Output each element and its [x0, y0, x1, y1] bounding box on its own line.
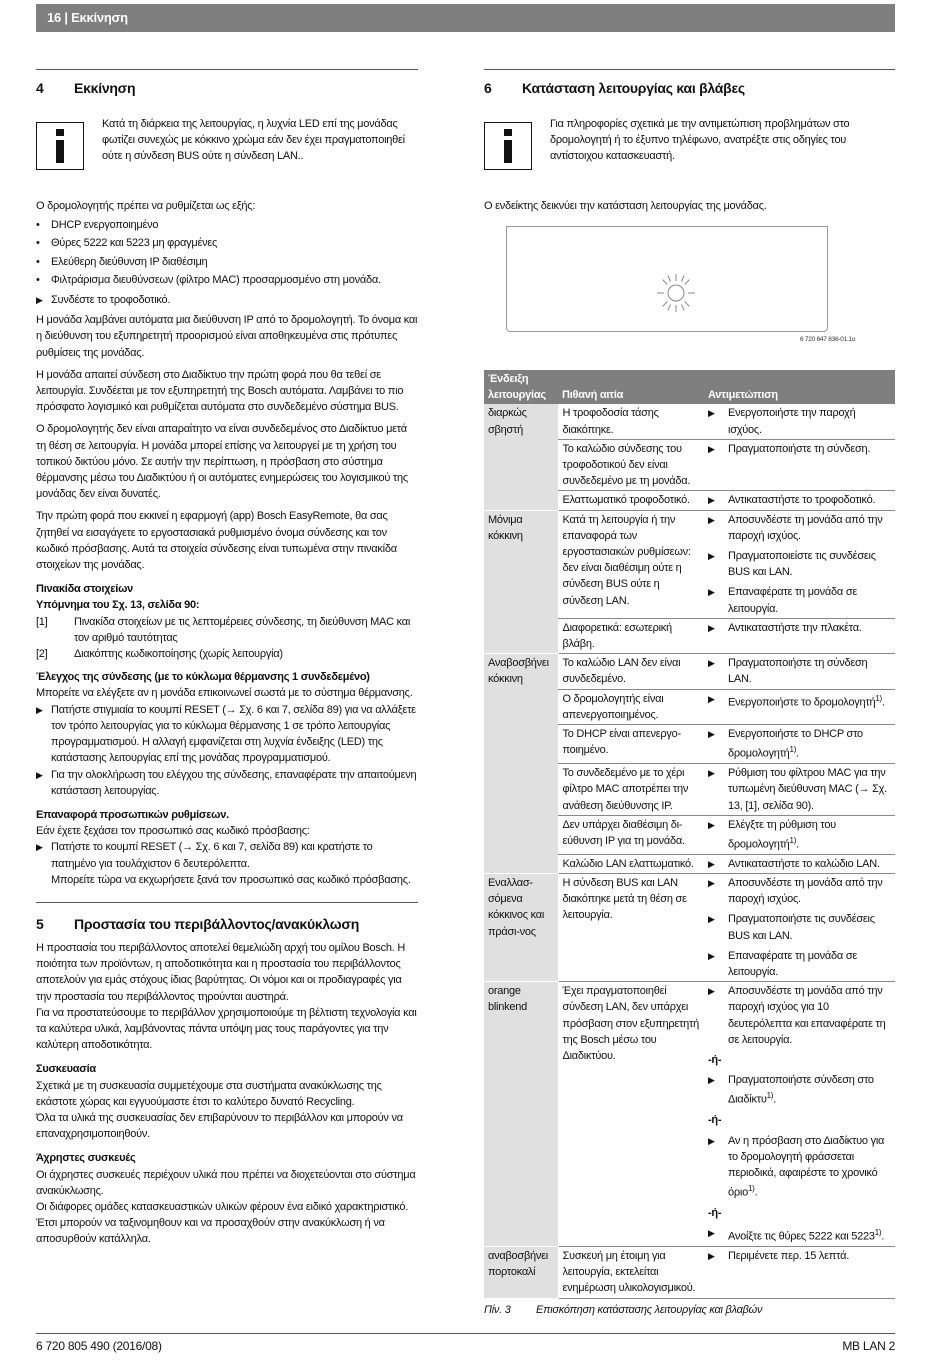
remedy-cell: [704, 689, 895, 724]
router-requirements-list: [36, 217, 418, 288]
section-rule: [484, 69, 895, 70]
table-row: [484, 404, 895, 439]
remedy-text: Ελέγξτε τη ρύθμιση του δρομολογητή$^{1)}$.: [728, 818, 836, 851]
remedy-cell: [704, 654, 895, 689]
remedy-text: Ενεργοποιήστε το DHCP στο δρομολογητή$^{1)}$.: [728, 728, 863, 760]
cause-cell: Η σύνδεση BUS και LAN διακόπηκε μετά τη θέση σε λειτουργία.: [558, 874, 704, 982]
cause-cell: Ο δρομολογητής είναι απενεργοποιημένος.: [558, 689, 704, 724]
plate-heading: Πινακίδα στοιχείων: [36, 583, 133, 596]
body-paragraph: Ο δρομολογητής δεν είναι απαραίτητο να είναι συνδεδεμένος στο Διαδίκτυο μετά τη θέση σε λειτουργία. Η μονάδα μπορεί επίσης να λειτουργεί με τη χρήση του τοπικού δικτύου μόνο. Σε αυτήν την περίπτωση, η πρόσβαση στο σύστημα θέρμανσης μέσω του Διαδικτύου ή οι αυτόματες ενημερώσεις του λογισμικού της μονάδας δεν είναι δυνατές.: [36, 423, 408, 501]
remedy-text: Ενεργοποιήστε το δρομολογητή$^{1)}$.: [728, 693, 885, 709]
cause-cell: Έχει πραγματοποιηθεί σύνδεση LAN, δεν υπάρχει πρόσβαση στον εξυπηρετητή της Bosch μέσω του Διαδικτύου.: [558, 982, 704, 1247]
remedy-text: Πραγματοποιήστε τη σύνδεση.: [728, 442, 871, 455]
remedy-text: Αποσυνδέστε τη μονάδα από την παροχή ισχύος για 10 δευτερόλεπτα και επαναφέρατε τη σε λειτουργία.: [728, 985, 886, 1046]
indicator-cell: Εναλλασ-σόμενα κόκκινος και πράσι-νος: [484, 874, 558, 982]
legend-text: Πινακίδα στοιχείων με τις λεπτομέρειες σύνδεσης, τη διεύθυνση MAC και τον αριθμό ταυτότητας: [74, 615, 411, 644]
step-arrow-icon: ▶: [708, 658, 715, 669]
right-column: [484, 78, 895, 214]
remedy-item: [708, 726, 891, 762]
remedy-item: [708, 620, 891, 636]
section-title: Εκκίνηση: [74, 80, 136, 96]
step-arrow-icon: ▶: [708, 408, 715, 419]
step-arrow-icon: ▶: [708, 986, 715, 997]
step-arrow-icon: ▶: [708, 858, 715, 869]
table-header-indicator: Ένδειξη λειτουργίας: [484, 370, 558, 404]
remedy-text: Ενεργοποιήστε την παροχή ισχύος.: [728, 407, 856, 436]
reset-step: [36, 839, 418, 888]
check-intro: Μπορείτε να ελέγξετε αν η μονάδα επικοινωνεί σωστά με το σύστημα θέρμανσης.: [36, 687, 413, 700]
cause-cell: Η τροφοδοσία τάσης διακόπηκε.: [558, 404, 704, 439]
remedy-or: -ή-: [708, 1054, 722, 1067]
cause-cell: Καλώδιο LAN ελαττωματικό.: [558, 854, 704, 873]
indicator-cell: Μόνιμα κόκκινη: [484, 510, 558, 654]
remedy-text: Ρύθμιση του φίλτρου MAC για την τυπωμένη διεύθυνση MAC (→ Σχ. 13, [1], σελίδα 90).: [728, 767, 887, 812]
remedy-cell: [704, 510, 895, 618]
remedy-item: [708, 655, 891, 687]
connect-step: [36, 292, 418, 308]
step-arrow-icon: ▶: [36, 704, 43, 715]
info-text: Για πληροφορίες σχετικά με την αντιμετώπιση προβλημάτων στο δρομολογητή ή το έξυπνο τηλέφωνο, ανατρέξτε στις οδηγίες του αντίστοιχου κατασκευαστή.: [550, 118, 850, 163]
table-row: [484, 1247, 895, 1299]
page-header: 16 | Εκκίνηση: [36, 4, 895, 32]
check-heading: Έλεγχος της σύνδεσης (με το κύκλωμα θέρμανσης 1 συνδεδεμένο): [36, 671, 370, 684]
indicator-cell: αναβοσβήνει πορτοκαλί: [484, 1247, 558, 1299]
remedy-text: Πραγματοποιήστε σύνδεση στο Διαδίκτυ$^{1)}$.: [728, 1074, 874, 1107]
check-steps: [36, 702, 418, 799]
table-row: [484, 510, 895, 618]
bullet-icon: •: [36, 273, 40, 286]
page-footer: [36, 1333, 895, 1354]
led-indicator-icon: [655, 272, 697, 314]
old-devices-heading: Άχρηστες συσκευές: [36, 1152, 136, 1165]
step-result: Μπορείτε τώρα να εκχωρήσετε ξανά τον προσωπικό σας κωδικό πρόσβασης.: [51, 873, 411, 886]
section-number: 6: [484, 80, 492, 96]
step-arrow-icon: ▶: [36, 842, 43, 853]
table-header-remedy: Αντιμετώπιση: [704, 370, 895, 404]
list-item-text: Θύρες 5222 και 5223 μη φραγμένες: [51, 237, 218, 250]
section-4-heading: [36, 78, 418, 98]
cause-cell: Διαφορετικά: εσωτερική βλάβη.: [558, 618, 704, 653]
status-table: [484, 370, 895, 1299]
remedy-or: -ή-: [708, 1114, 722, 1127]
cause-cell: Το συνδεδεμένο με το χέρι φίλτρο MAC αποτρέπει την ανάθεση διεύθυνσης IP.: [558, 764, 704, 816]
section-title: Κατάσταση λειτουργίας και βλάβες: [522, 80, 745, 96]
remedy-text: Πραγματοποιήστε τη σύνδεση LAN.: [728, 657, 868, 686]
remedy-item: [708, 492, 891, 508]
step-arrow-icon: ▶: [708, 950, 715, 961]
step-text: Για την ολοκλήρωση του ελέγχου της σύνδεσης, επαναφέρατε την απαιτούμενη κατάσταση λειτουργίας.: [51, 768, 417, 797]
remedy-cell: [704, 764, 895, 816]
plate-legend-item: [36, 614, 418, 646]
remedy-text: Πραγματοποιείστε τις συνδέσεις BUS και LAN.: [728, 550, 876, 579]
step-arrow-icon: ▶: [708, 495, 715, 506]
step-arrow-icon: ▶: [36, 769, 43, 780]
legend-key: [1]: [36, 615, 48, 628]
remedy-text: Αντικαταστήστε το καλώδιο LAN.: [728, 857, 880, 870]
table-row: [484, 654, 895, 689]
table-header-cause: Πιθανή αιτία: [558, 370, 704, 404]
section-6-heading: [484, 78, 895, 98]
packaging-para-2: Όλα τα υλικά της συσκευασίας δεν επιβαρύνουν το περιβάλλον και μπορούν να επαναχρησιμοποιηθούν.: [36, 1112, 403, 1141]
plate-legend-list: [36, 614, 418, 663]
packaging-heading: Συσκευασία: [36, 1063, 96, 1076]
list-item-text: DHCP ενεργοποιημένο: [51, 219, 159, 232]
left-column: [36, 78, 418, 888]
remedy-text: Ανοίξτε τις θύρες 5222 και 5223$^{1)}$.: [728, 1228, 885, 1243]
old-devices-para-1: Οι άχρηστες συσκευές περιέχουν υλικά που πρέπει να διοχετεύονται στο σύστημα ανακύκλωσης.: [36, 1168, 416, 1197]
table-caption: [484, 1302, 895, 1318]
check-step: [36, 767, 418, 799]
footer-doc-number: 6 720 805 490 (2016/08): [36, 1339, 162, 1353]
section-title: Προστασία του περιβάλλοντος/ανακύκλωση: [74, 916, 359, 932]
info-note: [484, 116, 895, 170]
body-paragraph: Η μονάδα απαιτεί σύνδεση στο Διαδίκτυο την πρώτη φορά που θα τεθεί σε λειτουργία. Συνδέεται με τον εξυπηρετητή της Bosch αυτόματα. Λαμβάνει το πιο πρόσφατο λογισμικό και ρυθμίζεται αυτόματα στο συνδεδεμένο σύστημα BUS.: [36, 368, 404, 414]
indicator-cell: orange blinkend: [484, 982, 558, 1247]
remedy-item: [708, 512, 891, 544]
bullet-icon: •: [36, 219, 40, 232]
remedy-cell: [704, 618, 895, 653]
remedy-item: [708, 765, 891, 814]
step-arrow-icon: ▶: [708, 1228, 715, 1239]
remedy-text: Επαναφέρατε τη μονάδα σε λειτουργία.: [728, 949, 858, 979]
step-arrow-icon: ▶: [36, 295, 43, 306]
step-arrow-icon: ▶: [708, 587, 715, 598]
cause-cell: Το καλώδιο LAN δεν είναι συνδεδεμένο.: [558, 654, 704, 689]
remedy-cell: [704, 1247, 895, 1299]
cause-cell: Το καλώδιο σύνδεσης του τροφοδοτικού δεν είναι συνδεδεμένο με τη μονάδα.: [558, 439, 704, 491]
legend-key: [2]: [36, 648, 48, 661]
cause-cell: Ελαττωματικό τροφοδοτικό.: [558, 491, 704, 510]
step-arrow-icon: ▶: [708, 1251, 715, 1262]
table-row: [484, 874, 895, 982]
info-note: [36, 116, 418, 170]
step-text: Συνδέστε το τροφοδοτικό.: [51, 294, 171, 307]
remedy-cell: [704, 982, 895, 1247]
step-text: Πατήστε το κουμπί RESET (→ Σχ. 6 και 7, σελίδα 89) και κρατήστε το πατημένο για τουλάχιστον 6 δευτερόλεπτα.: [51, 841, 373, 870]
remedy-item: [708, 691, 891, 711]
cause-cell: Το DHCP είναι απενεργο-ποιημένο.: [558, 725, 704, 764]
remedy-item: [708, 1248, 891, 1264]
remedy-cell: [704, 491, 895, 510]
remedy-text: Αν η πρόσβαση στο Διαδίκτυο για το δρομολογητή φράσσεται περιοδικά, αφαιρέστε το χρονικό όριο$^{1)}$.: [728, 1134, 885, 1199]
step-arrow-icon: ▶: [708, 819, 715, 830]
figure-code: 6 720 647 836-01.1o: [800, 336, 856, 343]
footer-product: MB LAN 2: [842, 1339, 895, 1353]
env-para-1: Η προστασία του περιβάλλοντος αποτελεί θεμελιώδη αρχή του ομίλου Bosch. Η ποιότητα των προϊόντων, η αποδοτικότητα και η προστασία του περιβάλλοντος αποτελούν για εμάς στόχους ίδιας βαρύτητας. Οι νόμοι και οι προδιαγραφές για την προστασία του περιβάλλοντος τηρούνται αυστηρά.: [36, 942, 406, 1003]
remedy-item: [708, 1052, 891, 1068]
indicator-intro: Ο ενδείκτης δεικνύει την κατάσταση λειτουργίας της μονάδας.: [484, 200, 767, 212]
remedy-text: Πραγματοποιήστε τις συνδέσεις BUS και LAN.: [728, 913, 875, 942]
remedy-item: [708, 441, 891, 457]
remedy-item: [708, 911, 891, 943]
remedy-item: [708, 875, 891, 907]
remedy-item: [708, 983, 891, 1048]
section-number: 5: [36, 916, 44, 932]
router-list-item: [36, 217, 418, 233]
cause-cell: Συσκευή μη έτοιμη για λειτουργία, εκτελείται ενημέρωση υλικολογισμικού.: [558, 1247, 704, 1299]
reset-intro: Εάν έχετε ξεχάσει τον προσωπικό σας κωδικό πρόσβασης:: [36, 825, 310, 838]
device-illustration: [506, 226, 828, 332]
remedy-text: Επαναφέρατε τη μονάδα σε λειτουργία.: [728, 586, 858, 615]
step-text: Πατήστε στιγμιαία το κουμπί RESET (→ Σχ. 6 και 7, σελίδα 89) για να αλλάξετε τον τρόπο λειτουργίας για το κύκλωμα θέρμανσης 1 σε τρόπο λειτουργίας προγραμματισμού. Η αλλαγή εμφανίζεται στη λυχνία ένδειξης (LED) της κατάστασης λειτουργίας επί της μονάδας προγραμματισμού.: [51, 703, 416, 765]
bullet-icon: •: [36, 237, 40, 250]
cause-cell: Δεν υπάρχει διαθέσιμη δι-εύθυνση IP για τη μονάδα.: [558, 815, 704, 854]
remedy-cell: [704, 404, 895, 439]
remedy-cell: [704, 725, 895, 764]
remedy-text: Αντικαταστήστε την πλακέτα.: [728, 621, 862, 634]
step-arrow-icon: ▶: [708, 551, 715, 562]
remedy-cell: [704, 854, 895, 873]
remedy-cell: [704, 439, 895, 491]
router-list-item: [36, 272, 418, 288]
step-arrow-icon: ▶: [708, 878, 715, 888]
remedy-item: [708, 1072, 891, 1108]
section-number: 4: [36, 80, 44, 96]
router-intro: Ο δρομολογητής πρέπει να ρυθμίζεται ως εξής:: [36, 200, 256, 212]
body-paragraph: Η μονάδα λαμβάνει αυτόματα μια διεύθυνση IP από το δρομολογητή. Το όνομα και η διεύθυνση του εξυπηρετητή προορισμού είναι αποθηκευμένα στις πρότυπες ρυθμίσεις της μονάδας.: [36, 314, 418, 359]
cause-cell: Κατά τη λειτουργία ή την επαναφορά των εργοστασιακών ρυθμίσεων: δεν είναι διαθέσιμη ούτε η σύνδεση BUS ούτε η σύνδεση LAN.: [558, 510, 704, 618]
remedy-item: [708, 584, 891, 616]
remedy-text: Περιμένετε περ. 15 λεπτά.: [728, 1250, 850, 1263]
remedy-text: Αποσυνδέστε τη μονάδα από την παροχή ισχύος.: [728, 513, 883, 542]
remedy-item: [708, 548, 891, 580]
remedy-item: [708, 856, 891, 872]
remedy-item: [708, 1112, 891, 1128]
list-item-text: Ελεύθερη διεύθυνση IP διαθέσιμη: [51, 255, 208, 268]
legend-text: Διακόπτης κωδικοποίησης (χωρίς λειτουργία): [74, 648, 283, 661]
info-text: Κατά τη διάρκεια της λειτουργίας, η λυχνία LED επί της μονάδας φωτίζει συνεχώς με κόκκινο χρώμα εάν δεν έχει πραγματοποιηθεί ούτε η σύνδεση BUS ούτε η σύνδεση LAN..: [102, 118, 405, 163]
step-arrow-icon: ▶: [708, 729, 715, 740]
remedy-item: [708, 817, 891, 853]
step-arrow-icon: ▶: [708, 443, 715, 454]
plate-legend-item: [36, 646, 418, 662]
packaging-para-1: Σχετικά με τη συσκευασία συμμετέχουμε στα συστήματα ανακύκλωσης της εκάστοτε χώρας και εγγυούμαστε έτσι το καλύτερο δυνατό Recycling.: [36, 1079, 382, 1108]
remedy-item: [708, 1205, 891, 1221]
remedy-cell: [704, 815, 895, 854]
router-list-item: [36, 254, 418, 270]
remedy-cell: [704, 874, 895, 982]
reset-heading: Επαναφορά προσωπικών ρυθμίσεων.: [36, 808, 229, 821]
indicator-cell: Αναβοσβήνει κόκκινη: [484, 654, 558, 874]
step-arrow-icon: ▶: [708, 1135, 715, 1146]
section-5-heading: [36, 914, 418, 934]
env-para-2: Για να προστατεύσουμε το περιβάλλον χρησιμοποιούμε τη βέλτιστη τεχνολογία και τα καλύτερα υλικά, λαμβάνοντας πάντα υπόψη μας τους παράγοντες για την καλύτερη αποδοτικότητα.: [36, 1006, 417, 1052]
router-list-item: [36, 235, 418, 251]
remedy-item: [708, 405, 891, 437]
remedy-or: -ή-: [708, 1206, 722, 1219]
info-icon: [484, 122, 532, 170]
old-devices-para-2: Οι διάφορες ομάδες κατασκευαστικών υλικών φέρουν ένα ειδικό χαρακτηριστικό. Έτσι μπορούν να ταξινομηθουν και να προσαχθούν στην ανακύκλωση ή να αποσυρθούν κατάλληλα.: [36, 1201, 409, 1246]
body-paragraph: Την πρώτη φορά που εκκινεί η εφαρμογή (app) Bosch EasyRemote, θα σας ζητηθεί να εισαγάγετε το εργοστασιακά ρυθμισμένο όνομα σύνδεσης και τον κωδικό πρόσβασης. Αυτά τα στοιχεία σύνδεσης είναι τυπωμένα στην πινακίδα στοιχείων της μονάδας.: [36, 510, 397, 572]
remedy-item: [708, 1133, 891, 1201]
section-rule: [36, 69, 418, 70]
remedy-item: [708, 1225, 891, 1245]
list-item-text: Φιλτράρισμα διευθύνσεων (φίλτρο MAC) προσαρμοσμένο στη μονάδα.: [51, 273, 381, 286]
step-arrow-icon: ▶: [708, 768, 715, 779]
caption-text: Επισκόπηση κατάστασης λειτουργίας και βλαβών: [536, 1303, 763, 1316]
step-arrow-icon: ▶: [708, 514, 715, 525]
plate-legend-heading: Υπόμνημα του Σχ. 13, σελίδα 90:: [36, 599, 200, 612]
check-step: [36, 702, 418, 767]
section-5: [36, 914, 418, 1248]
bullet-icon: •: [36, 255, 40, 268]
remedy-text: Αντικαταστήστε το τροφοδοτικό.: [728, 494, 876, 507]
remedy-text: Αποσυνδέστε τη μονάδα από την παροχή ισχύος.: [728, 877, 883, 906]
step-arrow-icon: ▶: [708, 622, 715, 633]
step-arrow-icon: ▶: [708, 693, 715, 704]
step-arrow-icon: ▶: [708, 1075, 715, 1086]
step-arrow-icon: ▶: [708, 914, 715, 925]
body-paragraphs: [36, 312, 418, 573]
caption-number: Πίν. 3: [484, 1303, 511, 1316]
info-icon: [36, 122, 84, 170]
table-row: [484, 982, 895, 1247]
section-rule: [36, 902, 418, 903]
remedy-item: [708, 948, 891, 980]
status-table-wrap: [484, 370, 895, 1318]
indicator-cell: διαρκώς σβηστή: [484, 404, 558, 510]
